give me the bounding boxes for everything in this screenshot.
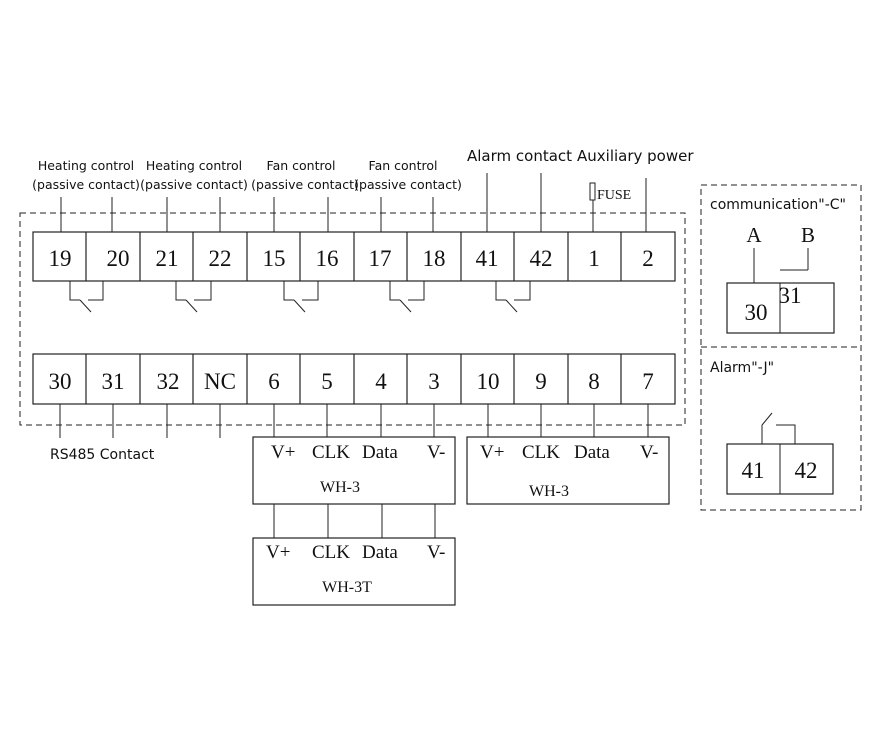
wh3t-vplus: V+	[266, 542, 291, 563]
rs485-contact-label: RS485 Contact	[50, 447, 155, 463]
relay-contact-symbols	[70, 281, 530, 312]
wh3-right-module	[467, 437, 669, 504]
wh3t-clk: CLK	[312, 542, 350, 563]
terminal-10: 10	[476, 369, 500, 394]
wh3t-module	[253, 538, 455, 605]
communication-panel-title: communication"-C"	[710, 197, 846, 213]
terminal-nc: NC	[204, 369, 236, 394]
fan-label-2-line1: Fan control	[368, 158, 438, 173]
alarm-contact-label: Alarm contact	[467, 147, 573, 165]
terminal-19: 19	[48, 246, 72, 271]
wh3-right-vminus: V-	[640, 442, 659, 463]
communication-panel	[710, 197, 846, 333]
option-panels	[701, 185, 861, 510]
terminal-5: 5	[321, 369, 333, 394]
bottom-terminal-numbers	[49, 369, 654, 394]
fuse-label: FUSE	[597, 188, 632, 203]
terminal-20: 20	[106, 246, 130, 271]
wh3-left-vplus: V+	[271, 442, 296, 463]
terminal-7: 7	[642, 369, 654, 394]
wh3-left-data: Data	[362, 442, 398, 463]
comm-a-label: A	[746, 223, 762, 247]
wh3t-name: WH-3T	[322, 579, 372, 596]
comm-terminal-31: 31	[778, 283, 802, 308]
wh3-right-clk: CLK	[522, 442, 560, 463]
comm-terminal-30: 30	[744, 300, 768, 325]
heating-label-1-line2: (passive contact)	[32, 177, 140, 192]
wh3-right-vplus: V+	[480, 442, 505, 463]
terminal-31: 31	[101, 369, 125, 394]
heating-label-2-line1: Heating control	[145, 158, 243, 173]
wh3-left-module	[253, 437, 455, 504]
terminal-18: 18	[422, 246, 446, 271]
terminal-41: 41	[475, 246, 499, 271]
terminal-8: 8	[588, 369, 600, 394]
wh3-right-data: Data	[574, 442, 610, 463]
wh3t-data: Data	[362, 542, 398, 563]
terminal-32: 32	[156, 369, 180, 394]
bottom-terminal-strip	[33, 354, 675, 404]
terminal-9: 9	[535, 369, 547, 394]
terminal-22: 22	[208, 246, 232, 271]
terminal-4: 4	[375, 369, 387, 394]
terminal-16: 16	[315, 246, 339, 271]
terminal-30: 30	[48, 369, 72, 394]
wh3-left-clk: CLK	[312, 442, 350, 463]
fan-label-1-line2: (passive contact)	[251, 177, 359, 192]
bottom-leads	[60, 404, 648, 438]
wh3t-vminus: V-	[427, 542, 446, 563]
wh3-to-wh3t-leads	[274, 504, 435, 538]
terminal-6: 6	[268, 369, 280, 394]
heating-label-1-line1: Heating control	[37, 158, 135, 173]
terminal-2: 2	[642, 246, 654, 271]
terminal-3: 3	[428, 369, 440, 394]
wh3-left-vminus: V-	[427, 442, 446, 463]
top-terminal-numbers	[49, 246, 654, 271]
alarm-panel	[710, 360, 833, 494]
fan-label-1-line1: Fan control	[266, 158, 336, 173]
alarm-terminal-42: 42	[794, 458, 818, 483]
wh3-left-name: WH-3	[320, 479, 360, 496]
terminal-15: 15	[262, 246, 286, 271]
alarm-terminal-41: 41	[741, 458, 765, 483]
terminal-42: 42	[529, 246, 553, 271]
alarm-panel-title: Alarm"-J"	[710, 360, 775, 376]
auxiliary-power-label: Auxiliary power	[577, 147, 694, 165]
comm-b-label: B	[800, 223, 816, 247]
wh3-right-name: WH-3	[529, 483, 569, 500]
terminal-17: 17	[368, 246, 392, 271]
fuse-symbol	[590, 183, 631, 203]
heating-label-2-line2: (passive contact)	[140, 177, 248, 192]
terminal-21: 21	[155, 246, 179, 271]
fan-label-2-line2: (passive contact)	[354, 177, 462, 192]
terminal-1: 1	[588, 246, 600, 271]
